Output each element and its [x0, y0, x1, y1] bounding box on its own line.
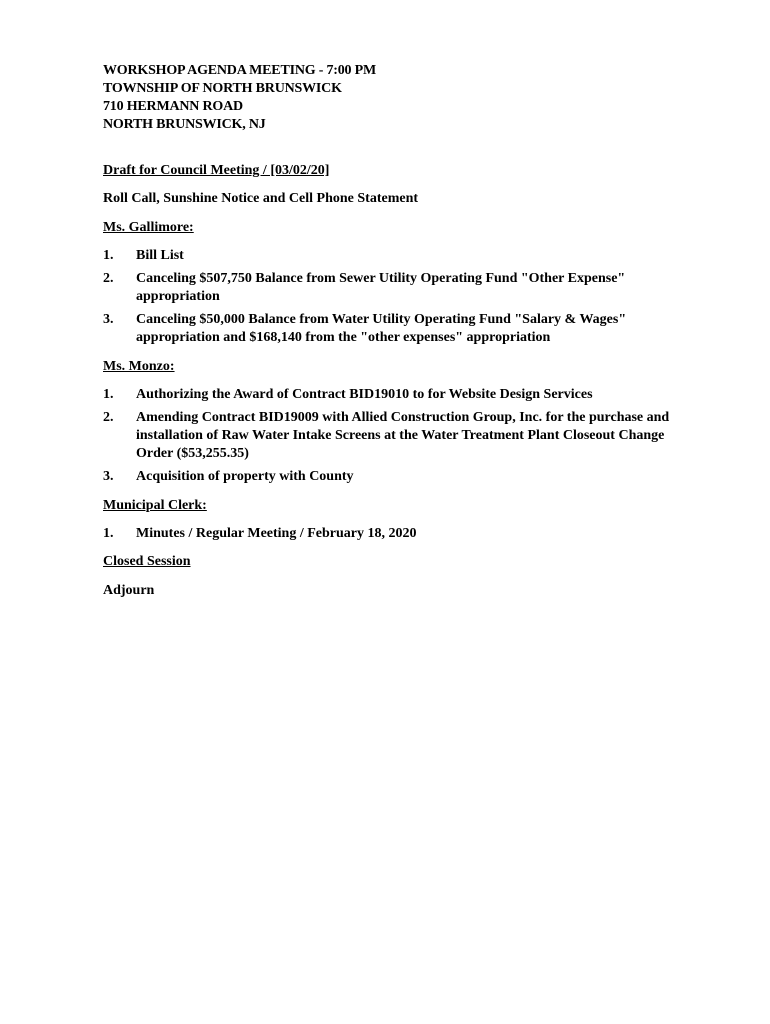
item-text: Minutes / Regular Meeting / February 18, 2020	[136, 526, 417, 541]
document-header	[103, 62, 703, 134]
header-township: TOWNSHIP OF NORTH BRUNSWICK	[103, 81, 342, 96]
list-item	[103, 311, 703, 347]
header-address: 710 HERMANN ROAD	[103, 99, 243, 114]
monzo-items	[103, 386, 703, 486]
section-heading-municipal-clerk: Municipal Clerk:	[103, 498, 207, 513]
agenda-document	[103, 62, 703, 600]
item-number: 3.	[103, 469, 114, 484]
item-number: 1.	[103, 248, 114, 263]
header-city: NORTH BRUNSWICK, NJ	[103, 117, 266, 132]
clerk-items	[103, 525, 703, 543]
adjourn-line: Adjourn	[103, 583, 155, 598]
item-number: 1.	[103, 387, 114, 402]
item-number: 2.	[103, 410, 114, 425]
item-text: Canceling $507,750 Balance from Sewer Utility Operating Fund "Other Expense" appropriation	[136, 271, 626, 304]
list-item	[103, 270, 703, 306]
list-item	[103, 386, 703, 404]
list-item	[103, 247, 703, 265]
item-number: 2.	[103, 271, 114, 286]
item-number: 3.	[103, 312, 114, 327]
header-meeting-title: WORKSHOP AGENDA MEETING - 7:00 PM	[103, 63, 377, 78]
item-text: Canceling $50,000 Balance from Water Utility Operating Fund "Salary & Wages" appropriation and $168,140 from the "other expenses" appropriation	[136, 312, 627, 345]
section-heading-gallimore: Ms. Gallimore:	[103, 220, 194, 235]
list-item	[103, 525, 703, 543]
item-number: 1.	[103, 526, 114, 541]
item-text: Amending Contract BID19009 with Allied Construction Group, Inc. for the purchase and installation of Raw Water Intake Screens at the Water Treatment Plant Closeout Change Order ($53,255.35)	[136, 410, 670, 461]
list-item	[103, 468, 703, 486]
item-text: Authorizing the Award of Contract BID19010 to for Website Design Services	[136, 387, 593, 402]
section-heading-monzo: Ms. Monzo:	[103, 359, 175, 374]
list-item	[103, 409, 703, 463]
closed-session-heading: Closed Session	[103, 554, 191, 569]
item-text: Bill List	[136, 248, 184, 263]
item-text: Acquisition of property with County	[136, 469, 354, 484]
roll-call-line: Roll Call, Sunshine Notice and Cell Phone Statement	[103, 191, 419, 206]
gallimore-items	[103, 247, 703, 347]
draft-title: Draft for Council Meeting / [03/02/20]	[103, 163, 330, 178]
